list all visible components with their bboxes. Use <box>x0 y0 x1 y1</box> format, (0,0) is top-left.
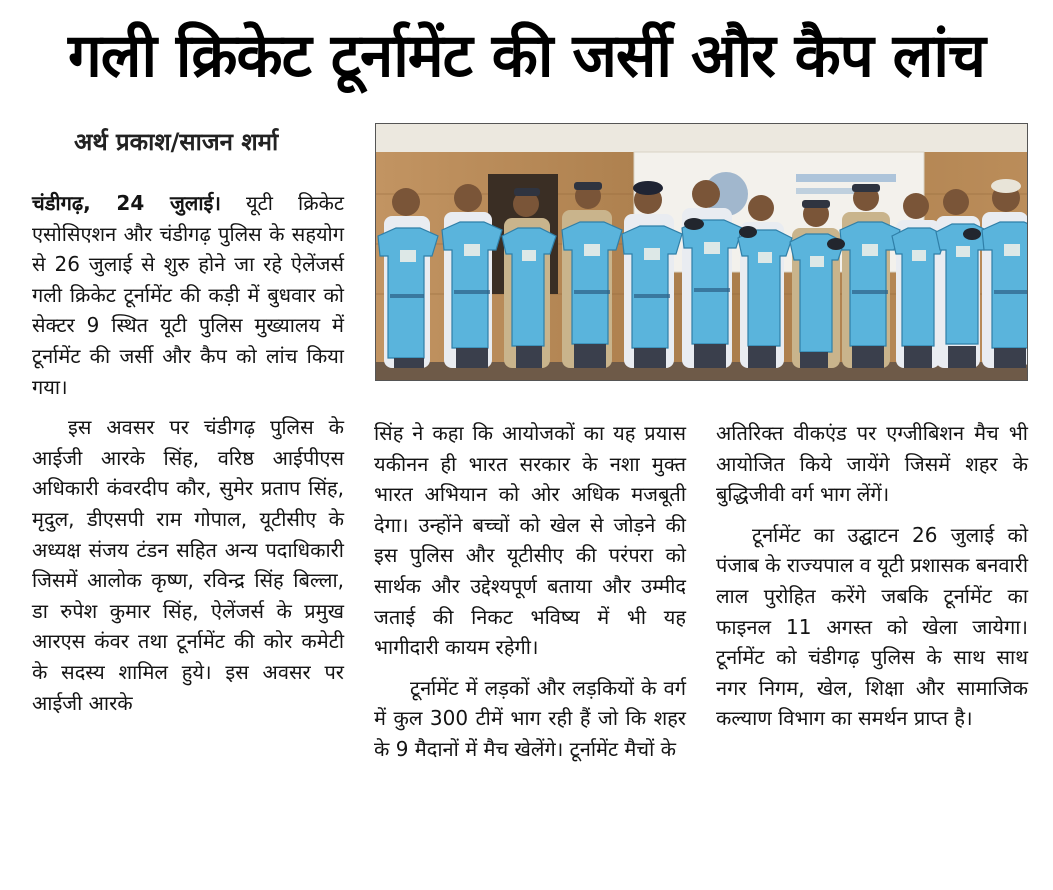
column3-paragraph-2: टूर्नामेंट का उद्घाटन 26 जुलाई को पंजाब के राज्यपाल व यूटी प्रशासक बनवारी लाल पुरोहित करेंगे जबकि टूर्नामेंट का फाइनल 11 अगस्त को खेला जायेगा। टूर्नामेंट को चंडीगढ़ पुलिस के साथ साथ नगर निगम, खेल, शिक्षा और सामाजिक कल्याण विभाग का समर्थन प्राप्त है। <box>716 522 1029 731</box>
news-photo <box>375 123 1028 381</box>
column2-paragraph-2: टूर्नामेंट में लड़कों और लड़कियों के वर्ग में कुल 300 टीमें भाग रही हैं जो कि शहर के 9 मैदानों में मैच खेलेंगे। टूर्नामेंट मैचों के <box>374 675 686 761</box>
column2-paragraph-1: सिंह ने कहा कि आयोजकों का यह प्रयास यकीनन ही भारत सरकार के नशा मुक्त भारत अभियान को ओर अधिक मजबूती देगा। उन्होंने बच्चों को खेल से जोड़ने की इस पुलिस और यूटीसीए की परंपरा को सार्थक और उद्देश्यपूर्ण बताया और उम्मीद जताई की निकट भविष्य में भी यह भागीदारी कायम रहेगी। <box>374 421 686 660</box>
column3-paragraph-1: अतिरिक्त वीकएंड पर एग्जीबिशन मैच भी आयोजित किये जायेंगे जिसमें शहर के बुद्धिजीवी वर्ग भाग लेंगें। <box>716 421 1028 507</box>
article-column-3 <box>716 418 1028 734</box>
group-photo-icon <box>376 124 1028 381</box>
dateline: चंडीगढ़, 24 जुलाई। <box>32 191 221 215</box>
column1-paragraph-2: इस अवसर पर चंडीगढ़ पुलिस के आईजी आरके सिंह, वरिष्ठ आईपीएस अधिकारी कंवरदीप कौर, सुमेर प्रताप सिंह, मृदुल, डीएसपी राम गोपाल, यूटीसीए के अध्यक्ष संजय टंडन सहित अन्य पदाधिकारी जिसमें आलोक कृष्ण, रविन्द्र सिंह बिल्ला, डा रुपेश कुमार सिंह, ऐलेंजर्स के प्रमुख आरएस कंवर तथा टूर्नामेंट की कोर कमेटी के सदस्य शामिल हुये। इस अवसर पर आईजी आरके <box>32 415 344 715</box>
article-column-1 <box>32 188 344 718</box>
headline: गली क्रिकेट टूर्नामेंट की जर्सी और कैप लांच <box>68 21 985 91</box>
article-column-2 <box>374 418 686 765</box>
byline: अर्थ प्रकाश/साजन शर्मा <box>74 128 279 156</box>
column1-paragraph-1 <box>32 188 344 402</box>
column1-para1-text: यूटी क्रिकेट एसोसिएशन और चंडीगढ़ पुलिस के सहयोग से 26 जुलाई से शुरु होने जा रहे ऐलेंजर्स गली क्रिकेट टूर्नामेंट की कड़ी में बुधवार को सेक्टर 9 स्थित यूटी पुलिस मुख्यालय में टूर्नामेंट की जर्सी और कैप को लांच किया गया। <box>32 191 344 399</box>
